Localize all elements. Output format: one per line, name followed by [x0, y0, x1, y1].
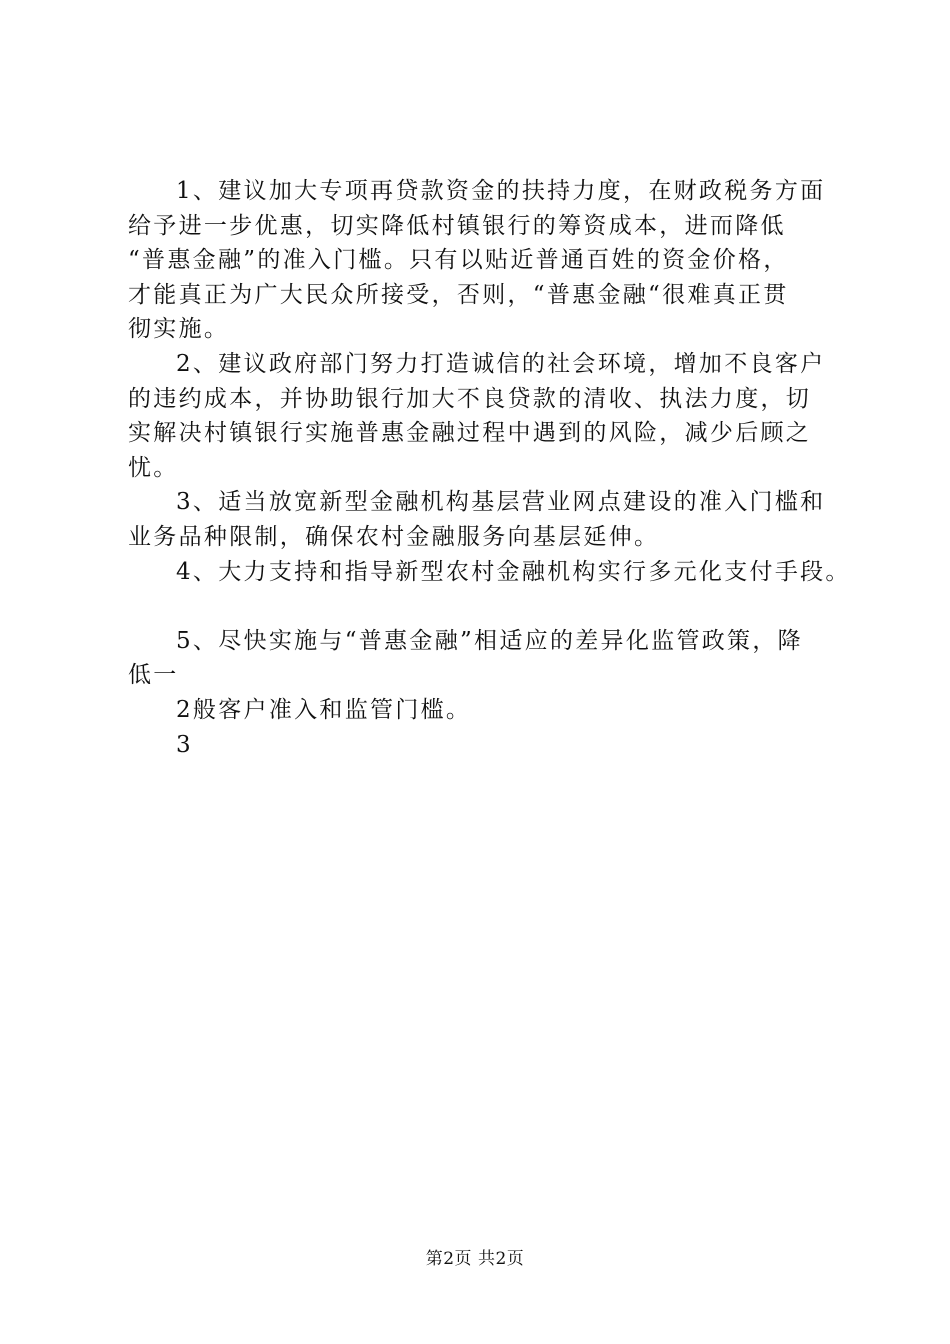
paragraph-line: 的违约成本，并协助银行加大不良贷款的清收、执法力度，切 — [128, 385, 812, 412]
paragraph-line: 5、尽快实施与“普惠金融”相适应的差异化监管政策，降 — [176, 627, 803, 654]
paragraph-line: 3、适当放宽新型金融机构基层营业网点建设的准入门槛和 — [176, 489, 826, 516]
paragraph-line: 业务品种限制，确保农村金融服务向基层延伸。 — [128, 523, 660, 550]
paragraph-line: 忧。 — [128, 454, 179, 481]
page-footer: 第2页 共2页 — [425, 1249, 525, 1269]
paragraph-line: 3 — [176, 731, 193, 758]
paragraph-line: “普惠金融”的准入门槛。只有以贴近普通百姓的资金价格， — [128, 247, 789, 274]
paragraph-line: 低一 — [128, 662, 179, 689]
paragraph-line: 2、建议政府部门努力打造诚信的社会环境，增加不良客户 — [176, 350, 826, 377]
paragraph-line: 2般客户准入和监管门槛。 — [176, 696, 472, 723]
document-body — [128, 174, 851, 762]
blank-line — [128, 589, 848, 624]
paragraph-line: 1、建议加大专项再贷款资金的扶持力度，在财政税务方面 — [176, 178, 826, 204]
paragraph-line: 4、大力支持和指导新型农村金融机构实行多元化支付手段。 — [176, 558, 851, 585]
paragraph-line: 给予进一步优惠，切实降低村镇银行的筹资成本，进而降低 — [128, 212, 786, 239]
paragraph-line: 彻实施。 — [128, 316, 230, 343]
paragraph-line: 实解决村镇银行实施普惠金融过程中遇到的风险，减少后顾之 — [128, 420, 812, 447]
paragraph-line: 才能真正为广大民众所接受，否则，“普惠金融“很难真正贯 — [128, 281, 789, 308]
